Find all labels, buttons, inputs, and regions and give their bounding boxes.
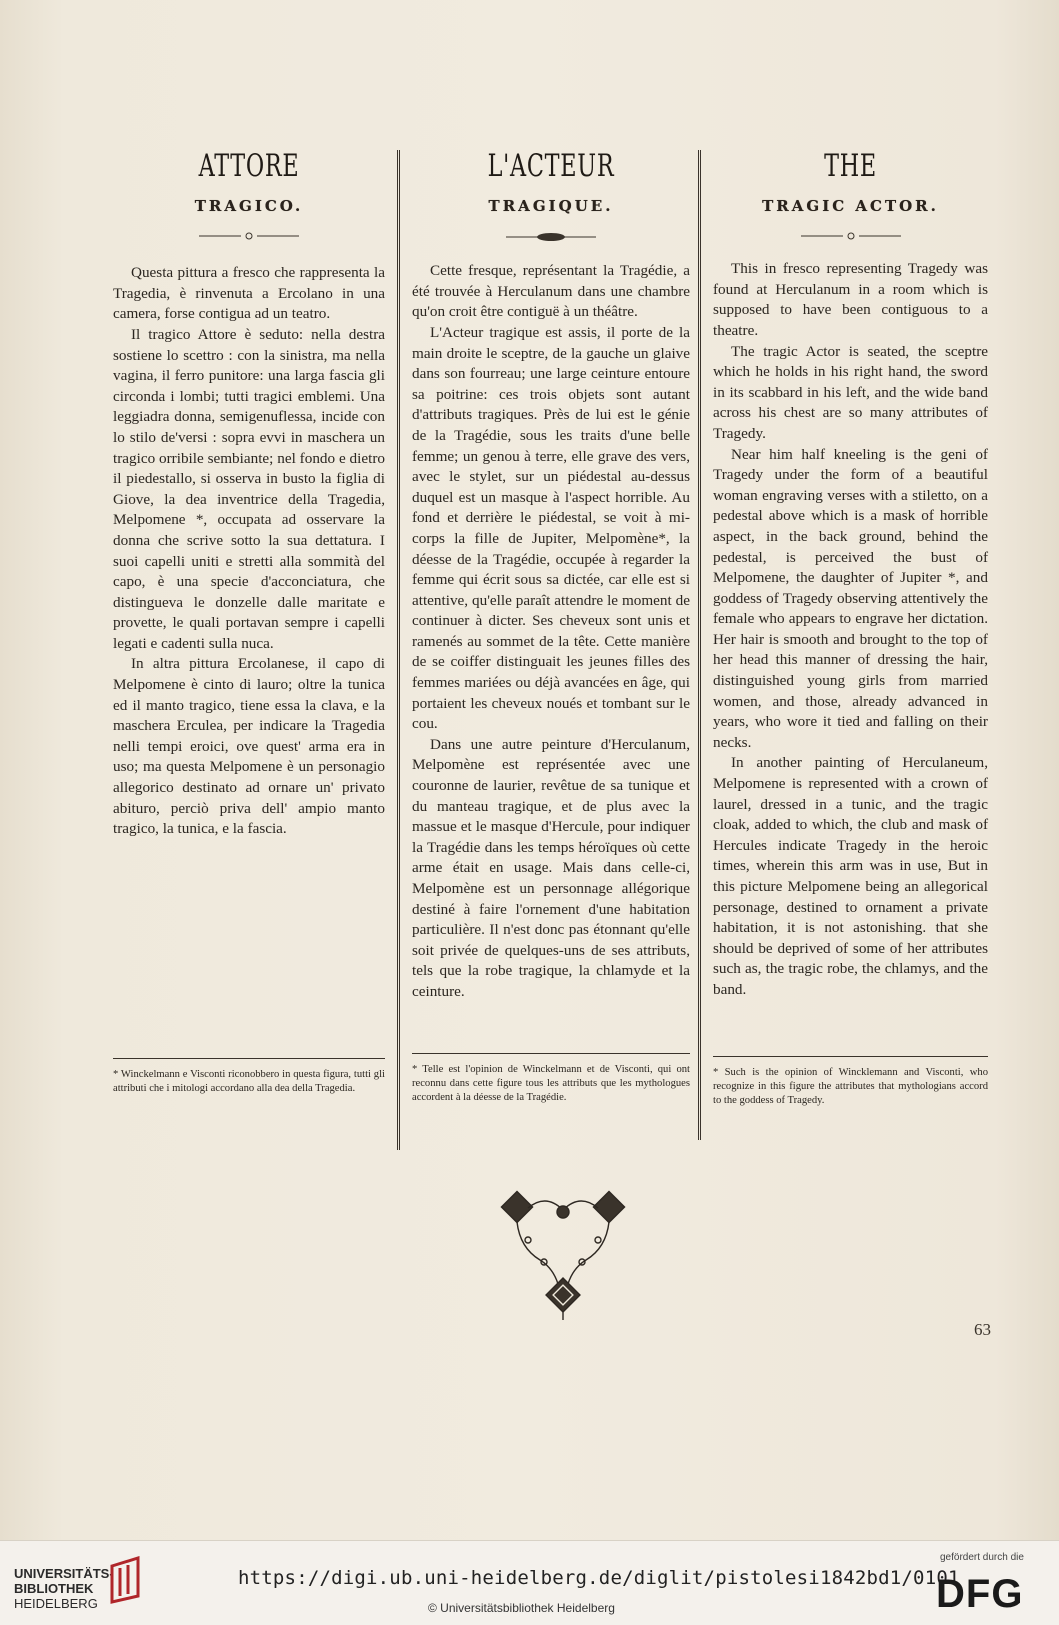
paragraph: Dans une autre peinture d'Herculanum, Melpomène est représentée avec une couronne de laurier, revêtue de sa tunique et du manteau tragique, et de plus avec la massue et le masque d'Hercule, pour indiquer la Tragédie dans les temps héroïques où cette arme était en usage. Mais dans celle-ci, Melpomène est un personnage allégorique destiné à faire l'ornement d'une habitation particulière. Il n'est donc pas étonnant qu'elle soit privée de quelques-uns de ses attributs, tels que la robe tragique, la chlamyde et la ceinture.	[412, 735, 690, 1000]
library-logo-icon[interactable]	[108, 1556, 148, 1604]
funding-note: gefördert durch die	[940, 1552, 1024, 1563]
column-title: L'ACTEUR	[487, 148, 615, 184]
library-name-line: HEIDELBERG	[14, 1596, 98, 1611]
library-name[interactable]	[14, 1566, 114, 1611]
dfg-logo[interactable]: DFG	[936, 1572, 1024, 1616]
paragraph: Il tragico Attore è seduto: nella destra sostiene lo scettro : con la sinistra, ma nella vagina, il ferro punitore: una larga fascia gli circonda i lombi; tutti tragici emblemi. Una leggiadra donna, semigenuflessa, incide con lo stilo de'versi : sopra evvi in maschera un tragico orribile sembiante; nel fondo e dietro il piedestallo, si osserva in busto la figlia di Giove, la dea inventrice della Tragedia, Melpomene *, occupata ad osservare la donna che scrive sotto la sua dettatura. I suoi capelli uniti e stretti alla sommità del capo, è una specie d'acconciatura, che distingueva le donzelle dalle maritate e provette, le quali portavan sempre i capelli legati e cadenti sulla nuca.	[113, 325, 385, 652]
paragraph: Near him half kneeling is the geni of Tragedy under the form of a beautiful woman engraving verses with a stiletto, on a pedestal above which is a mask of horrible aspect, in the back ground, behind the pedestal, is perceived the bust of Melpomene, the daughter of Jupiter *, and goddess of Tragedy observing attentively the female who appears to engrave her dictation. Her hair is smooth and brought to the top of her head this manner of dressing the hair, distinguished young girls from married women, and those, already advanced in years, who wore it tied and falling on their necks.	[713, 445, 988, 751]
column-italian	[113, 148, 385, 840]
footnote-rule	[412, 1053, 690, 1054]
column-body	[713, 259, 988, 1000]
column-body	[113, 263, 385, 840]
column-body	[412, 261, 690, 1002]
library-name-line: BIBLIOTHEK	[14, 1581, 94, 1596]
permalink-url[interactable]: https://digi.ub.uni-heidelberg.de/diglit/pistolesi1842bd1/0101	[238, 1567, 960, 1589]
paragraph: Cette fresque, représentant la Tragédie, a été trouvée à Herculanum dans une chambre qu'on croit être contiguë à un théâtre.	[412, 262, 690, 321]
ornament-icon	[498, 1188, 628, 1323]
paragraph: L'Acteur tragique est assis, il porte de la main droite le sceptre, de la gauche un glaive dans son fourreau; une large ceinture entoure sa poitrine: ces trois objets sont autant d'attributs tragiques. Près de lui est le génie de la Tragédie, sous les traits d'une belle femme; un genou à terre, elle grave des vers, avec le stylet, sur un piédestal au-dessus duquel est un masque à l'aspect horrible. Au fond et derrière le piédestal, se voit à mi-corps la fille de Jupiter, Melpomène*, la déesse de la Tragédie, occupée à regarder la femme qui écrit sous sa dictée, car elle est si attentive, qu'elle paraît attendre le moment de continuer à dicter. Ses cheveux sont unis et ramenés au sommet de la tête. Cette manière de se coiffer distinguait les jeunes filles des femmes mariées ou déjà avancées en âge, qui portaient les cheveux noués et tombant sur le cou.	[412, 323, 690, 733]
column-subtitle: TRAGIC ACTOR.	[762, 197, 939, 216]
paragraph: The tragic Actor is seated, the sceptre which he holds in his right hand, the sword in its scabbard in his left, and the wide band across his chest are so many attributes of Tragedy.	[713, 342, 988, 442]
page-number: 63	[974, 1320, 991, 1339]
column-divider-left	[397, 150, 400, 1150]
flourish-icon	[506, 231, 596, 243]
column-title: ATTORE	[198, 148, 300, 184]
footnote-italian: * Winckelmann e Visconti riconobbero in questa figura, tutti gli attributi che i mitologi accordano alla dea della Tragedia.	[113, 1069, 385, 1094]
column-title: THE	[824, 148, 877, 184]
copyright-notice: © Universitätsbibliothek Heidelberg	[428, 1601, 615, 1615]
paragraph: In altra pittura Ercolanese, il capo di Melpomene è cinto di lauro; oltre la tunica ed il manto tragico, tiene essa la clava, e la maschera Erculea, per indicare la Tragedia nelli tempi eroici, ove quest' arma era in uso; ma questa Melpomene è un personagio allegorico destinato ad ornare un' privato abituro, perciò priva dell' ampio manto tragico, la tunica, e la fascia.	[113, 655, 385, 838]
footnote-rule	[113, 1058, 385, 1059]
column-subtitle: TRAGIQUE.	[488, 197, 614, 216]
paragraph: In another painting of Herculaneum, Melpomene is represented with a crown of laurel, dressed in a tunic, and the tragic cloak, added to which, the club and mask of Hercules indicate Tragedy in the heroic times, wherein this arm was in use, But in this picture Melpomene being an allegorical personage, destined to ornament a private habitation, it is not astonishing. that she should be deprived of some of her attributes such as, the tragic robe, the chlamys, and the band.	[713, 754, 988, 998]
footnote-english: * Such is the opinion of Wincklemann and Visconti, who recognize in this figure the attributes that mythologians accord to the goddess of Tragedy.	[713, 1067, 988, 1106]
column-subtitle: TRAGICO.	[194, 197, 304, 216]
paragraph: Questa pittura a fresco che rappresenta la Tragedia, è rinvenuta a Ercolano in una camera, forse contigua ad un teatro.	[113, 264, 385, 323]
paragraph: This in fresco representing Tragedy was found at Herculanum in a room which is supposed to have been contiguous to a theatre.	[713, 260, 988, 339]
library-name-line: UNIVERSITÄTS-	[14, 1566, 114, 1581]
footnote-rule	[713, 1056, 988, 1057]
column-english	[713, 148, 988, 1001]
flourish-icon	[199, 231, 299, 241]
column-divider-right	[698, 150, 701, 1140]
column-french	[412, 148, 690, 1003]
footnote-french: * Telle est l'opinion de Winckelmann et de Visconti, qui ont reconnu dans cette figure tous les attributs que les mythologues accordent à la déesse de la Tragédie.	[412, 1064, 690, 1103]
flourish-icon	[801, 231, 901, 241]
